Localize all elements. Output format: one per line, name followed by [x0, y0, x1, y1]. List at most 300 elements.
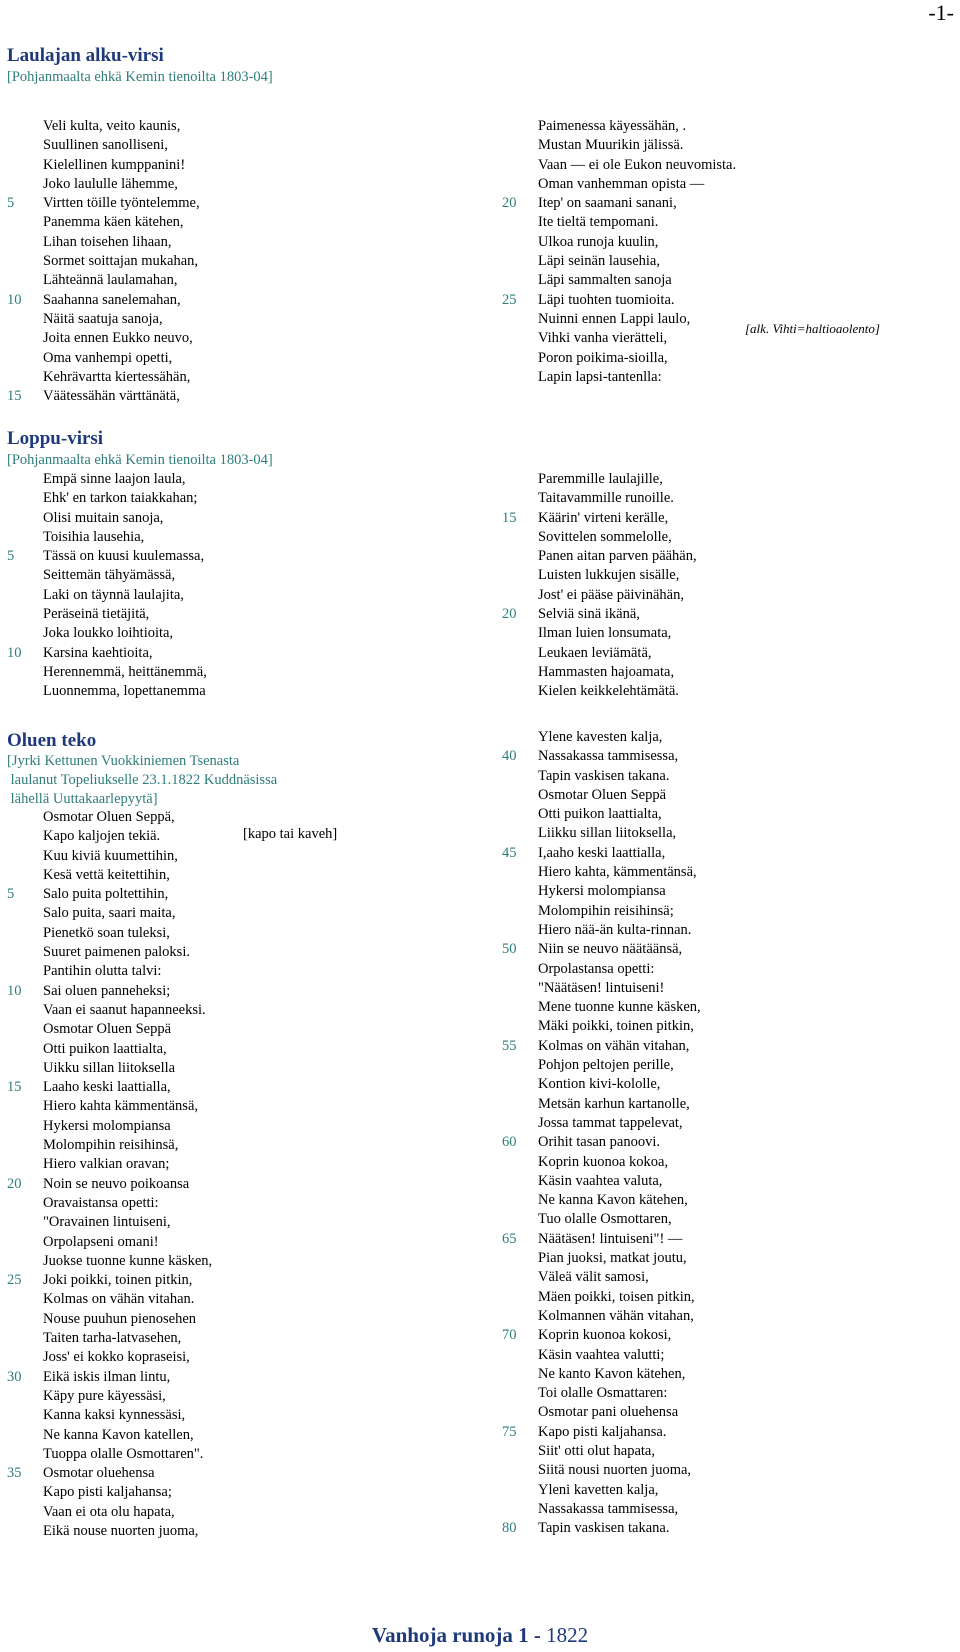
verse-line — [43, 117, 200, 136]
verse-text: Ne kanna Kavon kätehen, — [538, 1192, 688, 1209]
verse-text: Kuu kiviä kuumettihin, — [43, 847, 178, 864]
verse-text: Veli kulta, veito kaunis, — [43, 118, 181, 134]
verse-line — [538, 682, 697, 701]
verse-text: Toi olalle Osmattaren: — [538, 1385, 668, 1402]
verse-line — [538, 329, 736, 348]
verse-line — [43, 136, 200, 155]
verse-line — [43, 586, 207, 605]
verse-line — [502, 1230, 701, 1249]
verse-text: Pantihin olutta talvi: — [43, 963, 162, 980]
verse-text: Mustan Muurikin jälissä. — [538, 137, 684, 154]
verse-text: Kolmas on vähän vitahan, — [538, 1037, 690, 1054]
verse-text: "Näätäsen! lintuiseni! — [538, 979, 665, 996]
poem-title-alkuvirsi: Laulajan alku-virsi — [7, 45, 164, 66]
verse-text: Näätäsen! lintuiseni"! — — [538, 1230, 683, 1247]
verse-text: Paremmille laulajille, — [538, 471, 663, 487]
verse-text: Sai oluen panneheksi; — [43, 982, 171, 999]
verse-line — [538, 271, 736, 290]
verse-line — [538, 1114, 701, 1133]
verse-text: Käsin vaahtea valutti; — [538, 1346, 665, 1363]
verse-text: Kolmannen vähän vitahan, — [538, 1307, 694, 1324]
verse-text: Panemma käen kätehen, — [43, 214, 184, 231]
verse-line — [43, 509, 207, 528]
page-number: -1- — [928, 0, 954, 25]
verse-text: Liikku sillan liitoksella, — [538, 825, 677, 842]
verse-text: Eikä nouse nuorten juoma, — [43, 1522, 199, 1539]
verse-text: Yleni kavetten kalja, — [538, 1481, 659, 1498]
verse-line — [538, 728, 701, 747]
verse-text: Metsän karhun kartanolle, — [538, 1095, 690, 1112]
line-number: 20 — [502, 606, 517, 623]
verse-text: Itep' on saamani sanani, — [538, 195, 677, 212]
verse-line — [43, 1001, 212, 1020]
verse-line — [538, 1365, 701, 1384]
line-number: 30 — [7, 1368, 22, 1385]
verse-text: Hykersi molompiansa — [538, 883, 666, 900]
verse-line — [538, 528, 697, 547]
verse-line — [538, 1210, 701, 1229]
verse-line — [43, 847, 212, 866]
verse-line — [43, 866, 212, 885]
verse-column-left — [7, 470, 207, 702]
verse-text: Jossa tammat tappelevat, — [538, 1114, 683, 1131]
verse-text: Osmotar Oluen Seppä, — [43, 809, 175, 825]
verse-line — [7, 982, 212, 1001]
verse-text: Salo puita, saari maita, — [43, 905, 176, 922]
verse-line — [538, 882, 701, 901]
verse-text: "Oravainen lintuiseni, — [43, 1214, 171, 1231]
verse-text: Nouse puuhun pienosehen — [43, 1310, 197, 1327]
verse-text: Hiero kahta, kämmentänsä, — [538, 864, 697, 881]
verse-line — [43, 962, 212, 981]
verse-line — [43, 566, 207, 585]
verse-line — [502, 1133, 701, 1152]
verse-text: Oravaistansa opetti: — [43, 1194, 159, 1211]
verse-line — [43, 605, 207, 624]
line-number: 5 — [7, 195, 15, 212]
verse-text: Taiten tarha-latvasehen, — [43, 1330, 182, 1347]
verse-text: Joki poikki, toinen pitkin, — [43, 1272, 193, 1289]
footer-separator: - — [528, 1623, 547, 1647]
verse-line — [43, 1213, 212, 1232]
verse-line — [43, 663, 207, 682]
verse-line — [43, 1136, 212, 1155]
verse-line — [43, 1155, 212, 1174]
verse-line — [43, 682, 207, 701]
verse-line — [43, 904, 212, 923]
verse-line — [538, 805, 701, 824]
verse-text: Eikä iskis ilman lintu, — [43, 1368, 171, 1385]
verse-line — [538, 252, 736, 271]
verse-text: Osmotar Oluen Seppä — [43, 1021, 172, 1038]
verse-text: Pian juoksi, matkat joutu, — [538, 1250, 687, 1267]
verse-text: Joka loukko loihtioita, — [43, 625, 174, 642]
verse-text: Ne kanto Kavon kätehen, — [538, 1365, 686, 1382]
verse-line — [502, 1037, 701, 1056]
verse-text: Ehk' en tarkon taiakkahan; — [43, 490, 198, 507]
verse-line — [538, 960, 701, 979]
verse-line — [43, 252, 200, 271]
verse-line — [43, 349, 200, 368]
line-number: 10 — [7, 644, 22, 661]
verse-line — [538, 566, 697, 585]
verse-line — [538, 586, 697, 605]
verse-line — [538, 1249, 701, 1268]
verse-line — [43, 1194, 212, 1213]
verse-line — [538, 863, 701, 882]
verse-line — [538, 1153, 701, 1172]
verse-line — [43, 1426, 212, 1445]
verse-line — [7, 1271, 212, 1290]
verse-text: Hiero valkian oravan; — [43, 1156, 170, 1173]
verse-text: Toisihia lausehia, — [43, 528, 145, 545]
verse-line — [502, 605, 697, 624]
line-number: 50 — [502, 941, 517, 958]
verse-text: Nassakassa tammisessa, — [538, 748, 679, 765]
line-number: 25 — [502, 291, 517, 308]
verse-text: Panen aitan parven päähän, — [538, 548, 697, 565]
verse-line — [538, 1191, 701, 1210]
verse-line — [43, 329, 200, 348]
verse-line — [43, 827, 212, 846]
verse-text: Joko laululle lähemme, — [43, 175, 178, 192]
verse-text: Käärin' virteni kerälle, — [538, 509, 669, 526]
line-number: 20 — [7, 1175, 22, 1192]
verse-text: Orpolastansa opetti: — [538, 960, 655, 977]
verse-text: Noin se neuvo poikoansa — [43, 1175, 190, 1192]
verse-line — [43, 1445, 212, 1464]
verse-text: Ilman luien lonsumata, — [538, 625, 672, 642]
line-number: 5 — [7, 548, 15, 565]
verse-line — [7, 885, 212, 904]
verse-line — [538, 902, 701, 921]
line-number: 45 — [502, 844, 517, 861]
verse-text: Kielellinen kumppanini! — [43, 156, 186, 173]
verse-text: Virtten töille työntelemme, — [43, 195, 200, 212]
verse-line — [43, 1097, 212, 1116]
verse-text: Hykersi molompiansa — [43, 1117, 171, 1134]
verse-line — [502, 194, 736, 213]
verse-line — [538, 156, 736, 175]
verse-text: Osmotar oluehensa — [43, 1465, 155, 1482]
verse-text: Suullinen sanolliseni, — [43, 137, 168, 154]
verse-text: Empä sinne laajon laula, — [43, 471, 186, 487]
verse-text: Mene tuonne kunne käsken, — [538, 999, 701, 1016]
verse-text: Juokse tuonne kunne käsken, — [43, 1252, 213, 1269]
verse-text: Oman vanhemman opista — — [538, 175, 705, 192]
verse-text: Käpy pure käyessäsi, — [43, 1387, 166, 1404]
verse-line — [502, 747, 701, 766]
verse-text: Lihan toisehen lihaan, — [43, 233, 172, 250]
line-number: 80 — [502, 1520, 517, 1537]
verse-text: Uikku sillan liitoksella — [43, 1059, 176, 1076]
verse-line — [43, 1233, 212, 1252]
line-number: 10 — [7, 291, 22, 308]
margin-note: [kapo tai kaveh] — [243, 826, 338, 842]
verse-text: Taitavammille runoille. — [538, 490, 674, 507]
verse-line — [538, 1075, 701, 1094]
verse-line — [538, 1288, 701, 1307]
verse-text: Käsin vaahtea valuta, — [538, 1172, 663, 1189]
verse-line — [43, 1020, 212, 1039]
verse-text: Osmotar pani oluehensa — [538, 1404, 679, 1421]
verse-line — [43, 368, 200, 387]
verse-line — [43, 528, 207, 547]
verse-text: Vaan — ei ole Eukon neuvomista. — [538, 156, 737, 173]
verse-text: Tapin vaskisen takana. — [538, 1520, 670, 1537]
poem-source-line: laulanut Topeliukselle 23.1.1822 Kuddnäsissa — [7, 772, 278, 788]
verse-text: Tässä on kuusi kuulemassa, — [43, 548, 205, 565]
verse-text: Tapin vaskisen takana. — [538, 767, 670, 784]
verse-line — [538, 175, 736, 194]
verse-line — [7, 291, 200, 310]
verse-text: Suuret paimenen paloksi. — [43, 944, 190, 961]
line-number: 15 — [7, 1079, 22, 1096]
verse-line — [43, 1310, 212, 1329]
verse-line — [7, 1078, 212, 1097]
verse-line — [502, 844, 701, 863]
verse-text: Vaan ei saanut hapanneeksi. — [43, 1001, 206, 1018]
verse-line — [43, 1252, 212, 1271]
verse-text: Selviä sinä ikänä, — [538, 606, 640, 623]
verse-text: Hiero kahta kämmentänsä, — [43, 1098, 199, 1115]
verse-text: I,aaho keski laattialla, — [538, 844, 666, 861]
footer-title: Vanhoja runoja 1 — [371, 1623, 529, 1647]
line-number: 40 — [502, 748, 517, 765]
verse-text: Peräseinä tietäjitä, — [43, 606, 150, 623]
verse-text: Orpolapseni omani! — [43, 1233, 159, 1250]
line-number: 20 — [502, 195, 517, 212]
verse-line — [43, 213, 200, 232]
verse-line — [538, 213, 736, 232]
verse-text: Otti puikon laattialta, — [538, 806, 662, 823]
verse-line — [43, 624, 207, 643]
verse-line — [7, 644, 207, 663]
verse-text: Orihit tasan panoovi. — [538, 1134, 661, 1151]
verse-line — [538, 136, 736, 155]
verse-text: Mäki poikki, toinen pitkin, — [538, 1018, 694, 1035]
verse-text: Salo puita poltettihin, — [43, 886, 169, 903]
verse-text: Paimenessa käyessähän, . — [538, 118, 687, 134]
verse-line — [538, 1268, 701, 1287]
verse-text: Koprin kuonoa kokosi, — [538, 1327, 672, 1344]
verse-text: Läpi seinän lausehia, — [538, 253, 660, 270]
verse-text: Väätessähän värttänätä, — [43, 388, 180, 405]
verse-line — [538, 767, 701, 786]
verse-line — [43, 1329, 212, 1348]
verse-line — [538, 1442, 701, 1461]
verse-text: Nuinni ennen Lappi laulo, — [538, 310, 691, 327]
verse-line — [538, 786, 701, 805]
verse-text: Mäen poikki, toisen pitkin, — [538, 1288, 695, 1305]
verse-text: Tuo olalle Osmottaren, — [538, 1211, 672, 1228]
verse-column-left — [7, 117, 200, 406]
verse-line — [43, 1522, 212, 1541]
verse-line — [538, 1461, 701, 1480]
verse-line — [538, 663, 697, 682]
verse-text: Kapo pisti kaljahansa. — [538, 1423, 667, 1440]
poem-source-loppuvirsi: [Pohjanmaalta ehkä Kemin tienoilta 1803-04] — [7, 452, 273, 468]
verse-line — [538, 1056, 701, 1075]
verse-line — [43, 470, 207, 489]
verse-line — [538, 824, 701, 843]
verse-line — [538, 1307, 701, 1326]
verse-line — [538, 1172, 701, 1191]
verse-text: Oma vanhempi opetti, — [43, 349, 173, 366]
verse-text: Hiero nää-än kulta-rinnan. — [538, 921, 692, 938]
verse-line — [43, 310, 200, 329]
line-number: 55 — [502, 1037, 517, 1054]
verse-line — [538, 547, 697, 566]
verse-line — [43, 489, 207, 508]
verse-text: Luisten lukkujen sisälle, — [538, 567, 680, 584]
verse-text: Vaan ei ota olu hapata, — [43, 1503, 175, 1520]
verse-text: Läpi sammalten sanoja — [538, 272, 672, 289]
line-number: 35 — [7, 1465, 22, 1482]
verse-text: Laki on täynnä laulajita, — [43, 586, 184, 603]
verse-line — [502, 1326, 701, 1345]
verse-column-right — [502, 117, 737, 387]
verse-line — [43, 924, 212, 943]
verse-text: Ulkoa runoja kuulin, — [538, 233, 659, 250]
verse-line — [538, 644, 697, 663]
verse-text: Nassakassa tammisessa, — [538, 1500, 679, 1517]
poem-title-loppuvirsi: Loppu-virsi — [7, 428, 104, 449]
verse-line — [43, 1117, 212, 1136]
verse-text: Koprin kuonoa kokoa, — [538, 1153, 669, 1170]
verse-line — [7, 194, 200, 213]
verse-text: Vihki vanha vierätteli, — [538, 330, 668, 347]
verse-line — [43, 1059, 212, 1078]
verse-line — [502, 291, 736, 310]
verse-line — [538, 470, 697, 489]
verse-text: Herennemmä, heittänemmä, — [43, 663, 207, 680]
verse-line — [538, 349, 736, 368]
verse-line — [43, 1483, 212, 1502]
verse-text: Sovittelen sommelolle, — [538, 528, 672, 545]
verse-line — [502, 1519, 701, 1538]
line-number: 5 — [7, 886, 15, 903]
poem-title-oluenteko: Oluen teko — [7, 730, 97, 751]
verse-line — [538, 233, 736, 252]
verse-text: Kielen keikkelehtämätä. — [538, 683, 679, 700]
verse-line — [538, 1384, 701, 1403]
verse-text: Kolmas on vähän vitahan. — [43, 1291, 195, 1308]
verse-line — [538, 921, 701, 940]
verse-text: Kontion kivi-kololle, — [538, 1076, 661, 1093]
verse-line — [538, 1017, 701, 1036]
line-number: 25 — [7, 1272, 22, 1289]
verse-line — [538, 1403, 701, 1422]
verse-text: Sormet soittajan mukahan, — [43, 253, 199, 270]
verse-line — [7, 1368, 212, 1387]
verse-text: Osmotar Oluen Seppä — [538, 786, 667, 803]
verse-text: Kesä vettä keitettihin, — [43, 866, 170, 883]
line-number: 15 — [502, 509, 517, 526]
verse-text: Pienetkö soan tuleksi, — [43, 924, 170, 941]
verse-text: Molompihin reisihinsä, — [43, 1137, 179, 1154]
verse-text: Lapin lapsi-tantenlla: — [538, 368, 662, 385]
verse-line — [538, 117, 736, 136]
verse-text: Ne kanna Kavon katellen, — [43, 1426, 194, 1443]
footer-year: 1822 — [546, 1623, 589, 1647]
verse-line — [502, 509, 697, 528]
verse-line — [43, 943, 212, 962]
verse-line — [7, 1175, 212, 1194]
poem-source-line: lähellä Uuttakaarlepyytä] — [7, 791, 158, 807]
verse-text: Tuoppa olalle Osmottaren". — [43, 1445, 204, 1462]
verse-line — [538, 1500, 701, 1519]
verse-line — [43, 233, 200, 252]
verse-line — [43, 1406, 212, 1425]
verse-text: Hammasten hajoamata, — [538, 663, 675, 680]
verse-column-right — [502, 470, 697, 702]
verse-line — [538, 1095, 701, 1114]
verse-text: Ylene kavesten kalja, — [538, 729, 663, 745]
verse-text: Jost' ei pääse päivinähän, — [538, 586, 684, 603]
verse-line — [7, 1464, 212, 1483]
verse-text: Kanna kaksi kynnessäsi, — [43, 1407, 186, 1424]
verse-line — [43, 1387, 212, 1406]
verse-line — [502, 940, 701, 959]
verse-line — [538, 368, 736, 387]
verse-line — [43, 271, 200, 290]
line-number: 60 — [502, 1134, 517, 1151]
verse-text: Niin se neuvo näätäänsä, — [538, 941, 683, 958]
verse-text: Joss' ei kokko kopraseisi, — [43, 1349, 190, 1366]
line-number: 65 — [502, 1230, 517, 1247]
verse-line — [502, 1423, 701, 1442]
verse-line — [538, 1481, 701, 1500]
verse-line — [538, 998, 701, 1017]
verse-text: Läpi tuohten tuomioita. — [538, 291, 675, 308]
verse-text: Kapo pisti kaljahansa; — [43, 1484, 172, 1501]
verse-text: Laaho keski laattialla, — [43, 1079, 171, 1096]
verse-column-left — [7, 808, 213, 1541]
verse-line — [538, 624, 697, 643]
verse-text: Ite tieltä tempomani. — [538, 214, 659, 231]
verse-line — [43, 1503, 212, 1522]
verse-text: Saahanna sanelemahan, — [43, 291, 181, 308]
verse-line — [538, 310, 736, 329]
verse-text: Olisi muitain sanoja, — [43, 509, 164, 526]
verse-text: Seittemän tähyämässä, — [43, 567, 176, 584]
verse-line — [43, 156, 200, 175]
verse-text: Pohjon peltojen perille, — [538, 1057, 674, 1074]
verse-text: Väleä välit samosi, — [538, 1269, 649, 1286]
line-number: 10 — [7, 982, 22, 999]
verse-text: Leukaen leviämätä, — [538, 644, 652, 661]
verse-column-right — [502, 728, 701, 1538]
verse-text: Siitä nousi nuorten juoma, — [538, 1462, 692, 1479]
verse-text: Siit' otti olut hapata, — [538, 1442, 655, 1459]
verse-line — [43, 175, 200, 194]
verse-text: Lähteännä laulamahan, — [43, 272, 178, 289]
verse-line — [538, 1346, 701, 1365]
verse-text: Otti puikon laattialta, — [43, 1040, 167, 1057]
verse-text: Luonnemma, lopettanemma — [43, 683, 206, 700]
verse-line — [43, 1348, 212, 1367]
verse-text: Molompihin reisihinsä; — [538, 902, 674, 919]
line-number: 70 — [502, 1327, 517, 1344]
margin-note: [alk. Vihti=haltioaolento] — [745, 321, 880, 336]
verse-text: Poron poikima-sioilla, — [538, 349, 668, 366]
verse-text: Kehrävartta kiertessähän, — [43, 368, 191, 385]
verse-line — [7, 547, 207, 566]
line-number: 75 — [502, 1423, 517, 1440]
verse-line — [43, 1290, 212, 1309]
poem-source-alkuvirsi: [Pohjanmaalta ehkä Kemin tienoilta 1803-04] — [7, 69, 273, 85]
